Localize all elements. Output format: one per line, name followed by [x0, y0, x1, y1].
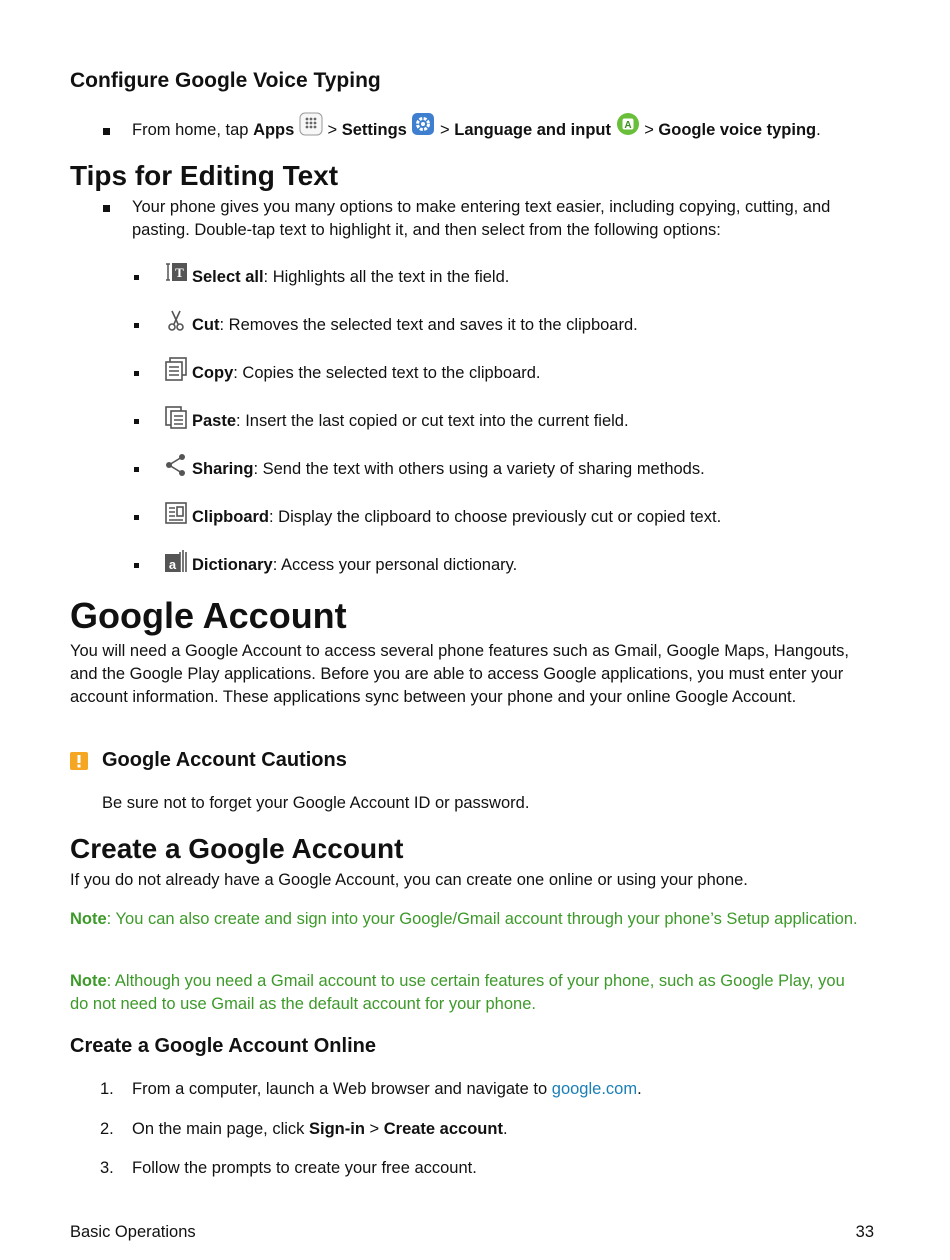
select-all-icon — [164, 261, 188, 285]
svg-text:T: T — [175, 265, 184, 280]
language-input-icon — [616, 112, 640, 136]
bullet — [134, 515, 139, 520]
caution-text: Be sure not to forget your Google Account ID or password. — [102, 794, 530, 812]
tip-item-copy: Copy: Copies the selected text to the clipboard. — [192, 364, 541, 382]
create-account-body: If you do not already have a Google Account, you can create one online or using your phone. — [70, 871, 748, 889]
tip-item-sharing: Sharing: Send the text with others using a variety of sharing methods. — [192, 460, 705, 478]
tips-intro: Your phone gives you many options to make entering text easier, including copying, cutting, and pasting. Double-tap text to highlight it, and then select from the following options: — [132, 198, 831, 239]
voice-typing-step: From home, tap Apps > Settings > Language and input A > Google voice typing. — [132, 119, 821, 142]
google-account-body: You will need a Google Account to access several phone features such as Gmail, Google Maps, Hangouts, and the Google Play applications. Before you are able to access Google applications, you must enter your account information. These applications sync between your phone and your online Google Account. — [70, 642, 850, 706]
settings-gear-icon — [411, 112, 435, 136]
note-gmail: Note: Although you need a Gmail account to use certain features of your phone, such as Google Play, you do not need to use Gmail as the default account for your phone. — [70, 972, 845, 1013]
note-setup: Note: You can also create and sign into your Google/Gmail account through your phone’s Setup application. — [70, 910, 858, 928]
tip-item-clipboard: Clipboard: Display the clipboard to choose previously cut or copied text. — [192, 508, 722, 526]
step-number: 2. — [100, 1120, 114, 1138]
tips-heading: Tips for Editing Text — [70, 160, 339, 191]
dictionary-icon — [164, 549, 188, 573]
step-number: 3. — [100, 1159, 114, 1177]
copy-icon — [164, 357, 188, 381]
create-online-heading: Create a Google Account Online — [70, 1035, 376, 1057]
step-2: On the main page, click Sign-in > Create account. — [132, 1120, 508, 1138]
apps-icon — [299, 112, 323, 136]
bullet — [134, 419, 139, 424]
svg-text:a: a — [168, 557, 177, 572]
bullet — [103, 205, 110, 212]
bullet — [103, 128, 110, 135]
bullet — [134, 563, 139, 568]
google-link[interactable]: google.com — [551, 1080, 638, 1098]
tip-item-select-all: Select all: Highlights all the text in the field. — [192, 268, 510, 286]
caution-icon — [70, 752, 88, 770]
step-1: From a computer, launch a Web browser and navigate to google.com. — [132, 1080, 642, 1098]
step-3: Follow the prompts to create your free account. — [132, 1159, 477, 1177]
paste-icon — [164, 405, 188, 429]
page-number: 33 — [855, 1223, 874, 1241]
clipboard-icon — [164, 501, 188, 525]
footer-section: Basic Operations — [70, 1223, 196, 1241]
google-account-heading: Google Account — [70, 595, 347, 636]
share-icon — [164, 453, 188, 477]
bullet — [134, 371, 139, 376]
tip-item-cut: Cut: Removes the selected text and saves it to the clipboard. — [192, 316, 638, 334]
svg-text:A: A — [623, 119, 632, 131]
voice-typing-heading: Configure Google Voice Typing — [70, 69, 381, 92]
tip-item-dictionary: Dictionary: Access your personal dictionary. — [192, 556, 518, 574]
bullet — [134, 467, 139, 472]
step-number: 1. — [100, 1080, 114, 1098]
bullet — [134, 275, 139, 280]
caution-heading: Google Account Cautions — [102, 749, 347, 771]
tip-item-paste: Paste: Insert the last copied or cut text into the current field. — [192, 412, 629, 430]
cut-icon — [164, 309, 188, 333]
create-account-heading: Create a Google Account — [70, 833, 404, 864]
bullet — [134, 323, 139, 328]
